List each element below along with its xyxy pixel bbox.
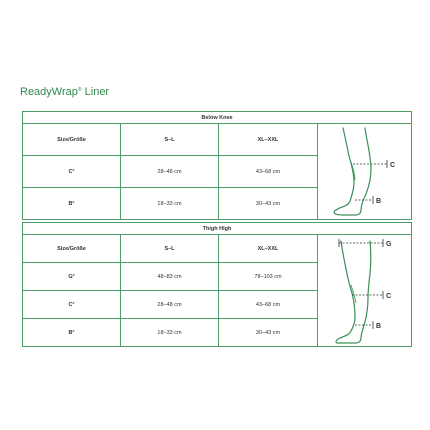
size-column-header: Size/Größe: [23, 124, 121, 156]
registered-mark: ®: [77, 87, 82, 93]
s-l-value: 28–48 cm: [121, 291, 219, 319]
thigh-high-size-table: [22, 222, 412, 347]
title-text: ReadyWrap: [20, 86, 78, 98]
thigh-high-leg-figure: [318, 235, 412, 347]
s-l-value: 28–48 cm: [121, 156, 219, 188]
s-l-column-header: S–L: [121, 124, 219, 156]
s-l-column-header: S–L: [121, 235, 219, 263]
marker-c: C: [385, 292, 391, 300]
s-l-value: 48–83 cm: [121, 263, 219, 291]
marker-c: C: [389, 161, 395, 169]
xl-xxl-value: 30–43 cm: [219, 319, 318, 347]
xl-xxl-value: 43–68 cm: [219, 291, 318, 319]
marker-g: G: [385, 240, 391, 248]
thigh-high-heading: Thigh High: [23, 223, 412, 235]
page-title: [20, 86, 109, 98]
below-knee-leg-icon: [325, 126, 405, 218]
marker-b: B: [375, 197, 381, 205]
xl-xxl-column-header: XL–XXL: [219, 235, 318, 263]
below-knee-size-table: [22, 111, 412, 220]
xl-xxl-value: 78–103 cm: [219, 263, 318, 291]
row-label: $B^c$: [23, 319, 121, 347]
s-l-value: 18–33 cm: [121, 188, 219, 220]
marker-b: B: [375, 322, 381, 330]
xl-xxl-value: 30–43 cm: [219, 188, 318, 220]
below-knee-heading: Below Knee: [23, 112, 412, 124]
thigh-high-leg-icon: [325, 237, 405, 345]
xl-xxl-value: 43–68 cm: [219, 156, 318, 188]
s-l-value: 18–33 cm: [121, 319, 219, 347]
size-column-header: Size/Größe: [23, 235, 121, 263]
title-suffix: Liner: [81, 86, 110, 98]
row-label: $C^c$: [23, 156, 121, 188]
row-label: $G^c$: [23, 263, 121, 291]
below-knee-leg-figure: [318, 124, 412, 220]
row-label: $B^c$: [23, 188, 121, 220]
xl-xxl-column-header: XL–XXL: [219, 124, 318, 156]
row-label: $C^c$: [23, 291, 121, 319]
